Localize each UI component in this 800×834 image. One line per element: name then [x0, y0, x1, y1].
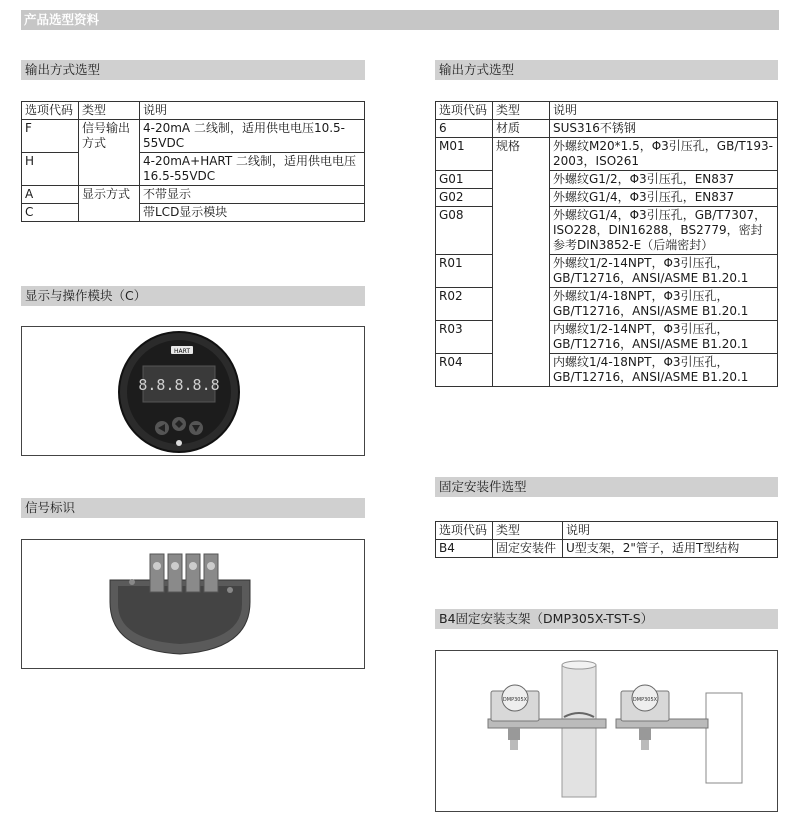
- header-cell: 类型: [493, 102, 550, 120]
- code-cell: R03: [436, 321, 493, 354]
- code-cell: G02: [436, 189, 493, 207]
- header-cell: 类型: [79, 102, 140, 120]
- desc-cell: 外螺纹G1/4，Φ3引压孔，GB/T7307，ISO228，DIN16288，BS2779，密封参考DIN3852-E（后端密封）: [550, 207, 778, 255]
- table-row: [436, 102, 778, 120]
- display-module-heading: 显示与操作模块（C）: [21, 286, 365, 306]
- header-cell: 说明: [140, 102, 365, 120]
- code-cell: 6: [436, 120, 493, 138]
- table-row: [436, 288, 778, 321]
- table-row: [436, 540, 778, 558]
- svg-text:DMP305X: DMP305X: [632, 697, 658, 703]
- header-cell: 选项代码: [436, 102, 493, 120]
- desc-cell: 不带显示: [140, 186, 365, 204]
- table-row: [436, 522, 778, 540]
- bracket-mounting-image: [436, 651, 777, 811]
- table-row: [22, 153, 365, 186]
- type-cell: 规格: [493, 138, 550, 387]
- code-cell: H: [22, 153, 79, 186]
- desc-cell: 内螺纹1/2-14NPT，Φ3引压孔，GB/T12716，ANSI/ASME B1.20.1: [550, 321, 778, 354]
- desc-cell: U型支架，2"管子，适用T型结构: [563, 540, 778, 558]
- table-row: [436, 354, 778, 387]
- desc-cell: SUS316不锈钢: [550, 120, 778, 138]
- display-module-box: [21, 326, 365, 456]
- lcd-digits: 8.8.8.8.8: [138, 376, 220, 394]
- table-row: [22, 204, 365, 222]
- header-cell: 选项代码: [22, 102, 79, 120]
- desc-cell: 外螺纹1/4-18NPT，Φ3引压孔，GB/T12716，ANSI/ASME B1.20.1: [550, 288, 778, 321]
- bracket-heading: B4固定安装支架（DMP305X-TST-S）: [435, 609, 778, 629]
- desc-cell: 内螺纹1/4-18NPT，Φ3引压孔，GB/T12716，ANSI/ASME B1.20.1: [550, 354, 778, 387]
- desc-cell: 外螺纹1/2-14NPT，Φ3引压孔，GB/T12716，ANSI/ASME B1.20.1: [550, 255, 778, 288]
- code-cell: G08: [436, 207, 493, 255]
- code-cell: R01: [436, 255, 493, 288]
- table-row: [436, 321, 778, 354]
- desc-cell: 外螺纹G1/2，Φ3引压孔，EN837: [550, 171, 778, 189]
- mount-table: [435, 521, 778, 558]
- mount-section-heading: 固定安装件选型: [435, 477, 778, 497]
- header-cell: 说明: [550, 102, 778, 120]
- code-cell: A: [22, 186, 79, 204]
- signal-mark-box: [21, 539, 365, 669]
- spec-table: [435, 101, 778, 387]
- code-cell: R02: [436, 288, 493, 321]
- desc-cell: 外螺纹G1/4，Φ3引压孔，EN837: [550, 189, 778, 207]
- page-title: 产品选型资料: [21, 10, 779, 30]
- lcd-display-module-image: [22, 327, 364, 455]
- type-cell: 固定安装件: [493, 540, 563, 558]
- type-cell: 信号输出方式: [79, 120, 140, 186]
- header-cell: 类型: [493, 522, 563, 540]
- table-row: [436, 171, 778, 189]
- table-row: [436, 138, 778, 171]
- header-cell: 说明: [563, 522, 778, 540]
- code-cell: G01: [436, 171, 493, 189]
- hart-label: HART: [173, 348, 191, 355]
- code-cell: B4: [436, 540, 493, 558]
- code-cell: C: [22, 204, 79, 222]
- desc-cell: 带LCD显示模块: [140, 204, 365, 222]
- output-table: [21, 101, 365, 222]
- bracket-box: [435, 650, 778, 812]
- table-row: [22, 102, 365, 120]
- table-row: [436, 255, 778, 288]
- code-cell: F: [22, 120, 79, 153]
- spec-section-heading: 输出方式选型: [435, 60, 778, 80]
- desc-cell: 4-20mA 二线制，适用供电电压10.5-55VDC: [140, 120, 365, 153]
- terminal-block-image: [22, 540, 364, 668]
- code-cell: R04: [436, 354, 493, 387]
- type-cell: 显示方式: [79, 186, 140, 222]
- table-row: [436, 120, 778, 138]
- output-section-heading: 输出方式选型: [21, 60, 365, 80]
- desc-cell: 外螺纹M20*1.5，Φ3引压孔，GB/T193-2003，ISO261: [550, 138, 778, 171]
- table-row: [22, 186, 365, 204]
- code-cell: M01: [436, 138, 493, 171]
- svg-text:DMP305X: DMP305X: [502, 697, 528, 703]
- table-row: [22, 120, 365, 153]
- header-cell: 选项代码: [436, 522, 493, 540]
- signal-mark-heading: 信号标识: [21, 498, 365, 518]
- type-cell: 材质: [493, 120, 550, 138]
- desc-cell: 4-20mA+HART 二线制，适用供电电压16.5-55VDC: [140, 153, 365, 186]
- table-row: [436, 189, 778, 207]
- table-row: [436, 207, 778, 255]
